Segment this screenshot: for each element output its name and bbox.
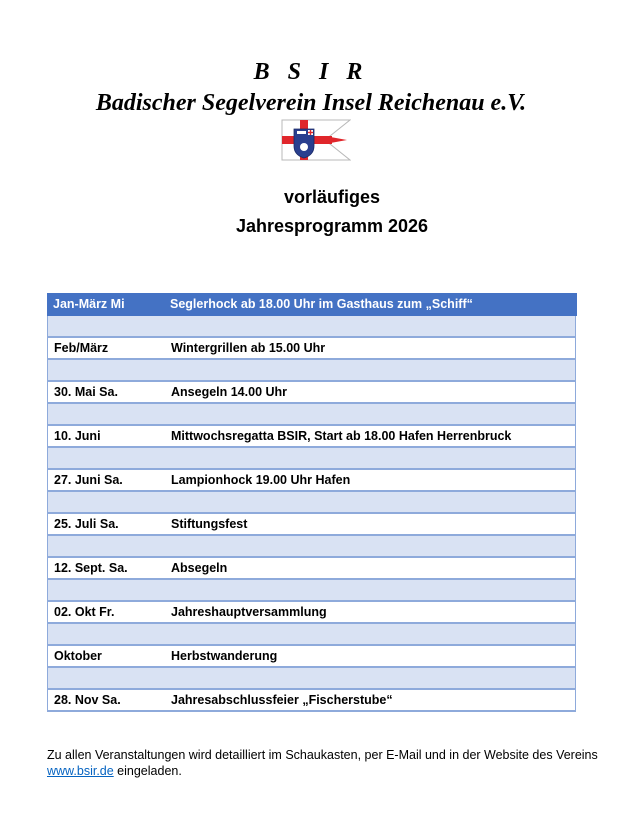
event-date: 28. Nov Sa. xyxy=(54,693,121,707)
spacer-row xyxy=(47,404,576,426)
event-date: 02. Okt Fr. xyxy=(54,605,115,619)
event-description: Jahreshauptversammlung xyxy=(171,605,327,619)
table-row xyxy=(47,514,576,536)
event-date: 27. Juni Sa. xyxy=(54,473,123,487)
event-date: 12. Sept. Sa. xyxy=(54,561,128,575)
spacer-row xyxy=(47,448,576,470)
club-pennant-flag-icon xyxy=(281,119,351,161)
spacer-row xyxy=(47,316,576,338)
table-row xyxy=(47,426,576,448)
header-event: Seglerhock ab 18.00 Uhr im Gasthaus zum „Schiff“ xyxy=(170,297,473,311)
invitation-text-end: eingeladen. xyxy=(113,764,182,778)
table-row xyxy=(47,690,576,712)
header-date: Jan-März Mi xyxy=(53,297,125,311)
table-row xyxy=(47,382,576,404)
event-description: Mittwochsregatta BSIR, Start ab 18.00 Hafen Herrenbruck xyxy=(171,429,512,443)
spacer-row xyxy=(47,536,576,558)
event-description: Stiftungsfest xyxy=(171,517,248,531)
event-date: 10. Juni xyxy=(54,429,101,443)
spacer-row xyxy=(47,580,576,602)
event-description: Jahresabschlussfeier „Fischerstube“ xyxy=(171,693,393,707)
event-date: 25. Juli Sa. xyxy=(54,517,119,531)
club-abbreviation: B S I R xyxy=(253,59,369,85)
spacer-row xyxy=(47,492,576,514)
event-schedule-table xyxy=(47,293,577,712)
invitation-note xyxy=(47,747,607,779)
spacer-row xyxy=(47,668,576,690)
table-row xyxy=(47,470,576,492)
event-date: 30. Mai Sa. xyxy=(54,385,118,399)
website-link[interactable]: www.bsir.de xyxy=(47,764,114,778)
event-description: Ansegeln 14.00 Uhr xyxy=(171,385,288,399)
table-row xyxy=(47,602,576,624)
event-description: Lampionhock 19.00 Uhr Hafen xyxy=(171,473,351,487)
table-header-row xyxy=(47,293,577,316)
event-description: Absegeln xyxy=(171,561,228,575)
table-row xyxy=(47,338,576,360)
event-description: Wintergrillen ab 15.00 Uhr xyxy=(171,341,326,355)
table-row xyxy=(47,558,576,580)
event-description: Herbstwanderung xyxy=(171,649,278,663)
invitation-text: Zu allen Veranstaltungen wird detailliert im Schaukasten, per E-Mail und in der Website des Vereins xyxy=(47,748,598,762)
spacer-row xyxy=(47,624,576,646)
spacer-row xyxy=(47,360,576,382)
document-subtitle: vorläufiges xyxy=(283,187,381,207)
club-name: Badischer Segelverein Insel Reichenau e.V. xyxy=(95,90,527,116)
table-row xyxy=(47,646,576,668)
document-title: Jahresprogramm 2026 xyxy=(235,216,429,236)
event-date: Oktober xyxy=(54,649,102,663)
event-date: Feb/März xyxy=(54,341,109,355)
